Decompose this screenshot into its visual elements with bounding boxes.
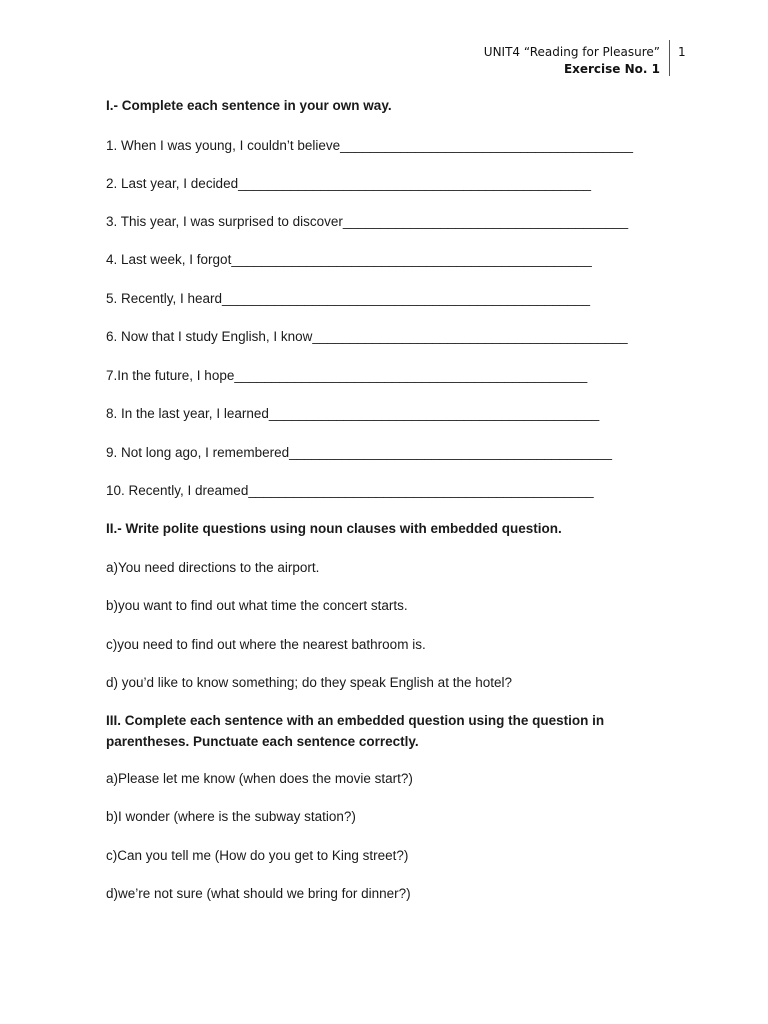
- question-item-c: c)you need to find out where the nearest bathroom is.: [106, 637, 426, 652]
- section-1-heading: I.- Complete each sentence in your own way.: [106, 98, 392, 113]
- exercise-item-6: 6. Now that I study English, I know__________________________________________: [106, 329, 628, 344]
- exercise-item-4: 4. Last week, I forgot________________________________________________: [106, 252, 592, 267]
- page-number: 1: [678, 45, 686, 59]
- exercise-item-2: 2. Last year, I decided_______________________________________________: [106, 176, 591, 191]
- exercise-item-9: 9. Not long ago, I remembered___________________________________________: [106, 445, 612, 460]
- exercise-item-5: 5. Recently, I heard_________________________________________________: [106, 291, 590, 306]
- question-item-b: b)you want to find out what time the concert starts.: [106, 598, 408, 613]
- exercise-item-7: 7.In the future, I hope_______________________________________________: [106, 368, 588, 383]
- document-header: [484, 44, 660, 78]
- embedded-item-c: c)Can you tell me (How do you get to King street?): [106, 848, 409, 863]
- unit-title: UNIT4 “Reading for Pleasure”: [483, 45, 660, 59]
- exercise-item-1: 1. When I was young, I couldn’t believe_______________________________________: [106, 138, 633, 153]
- section-3-heading: III. Complete each sentence with an embedded question using the question in parentheses. Punctuate each sentence correctly.: [106, 713, 605, 749]
- exercise-item-10: 10. Recently, I dreamed______________________________________________: [106, 483, 594, 498]
- question-item-d: d) you’d like to know something; do they speak English at the hotel?: [106, 675, 512, 690]
- section-2-heading: II.- Write polite questions using noun clauses with embedded question.: [106, 521, 562, 536]
- embedded-item-b: b)I wonder (where is the subway station?): [106, 809, 356, 824]
- exercise-number: Exercise No. 1: [563, 62, 660, 76]
- exercise-item-8: 8. In the last year, I learned____________________________________________: [106, 406, 600, 421]
- embedded-item-a: a)Please let me know (when does the movie start?): [106, 771, 413, 786]
- embedded-item-d: d)we’re not sure (what should we bring for dinner?): [106, 886, 411, 901]
- exercise-item-3: 3. This year, I was surprised to discover______________________________________: [106, 214, 629, 229]
- question-item-a: a)You need directions to the airport.: [106, 560, 320, 575]
- header-divider: [669, 40, 670, 76]
